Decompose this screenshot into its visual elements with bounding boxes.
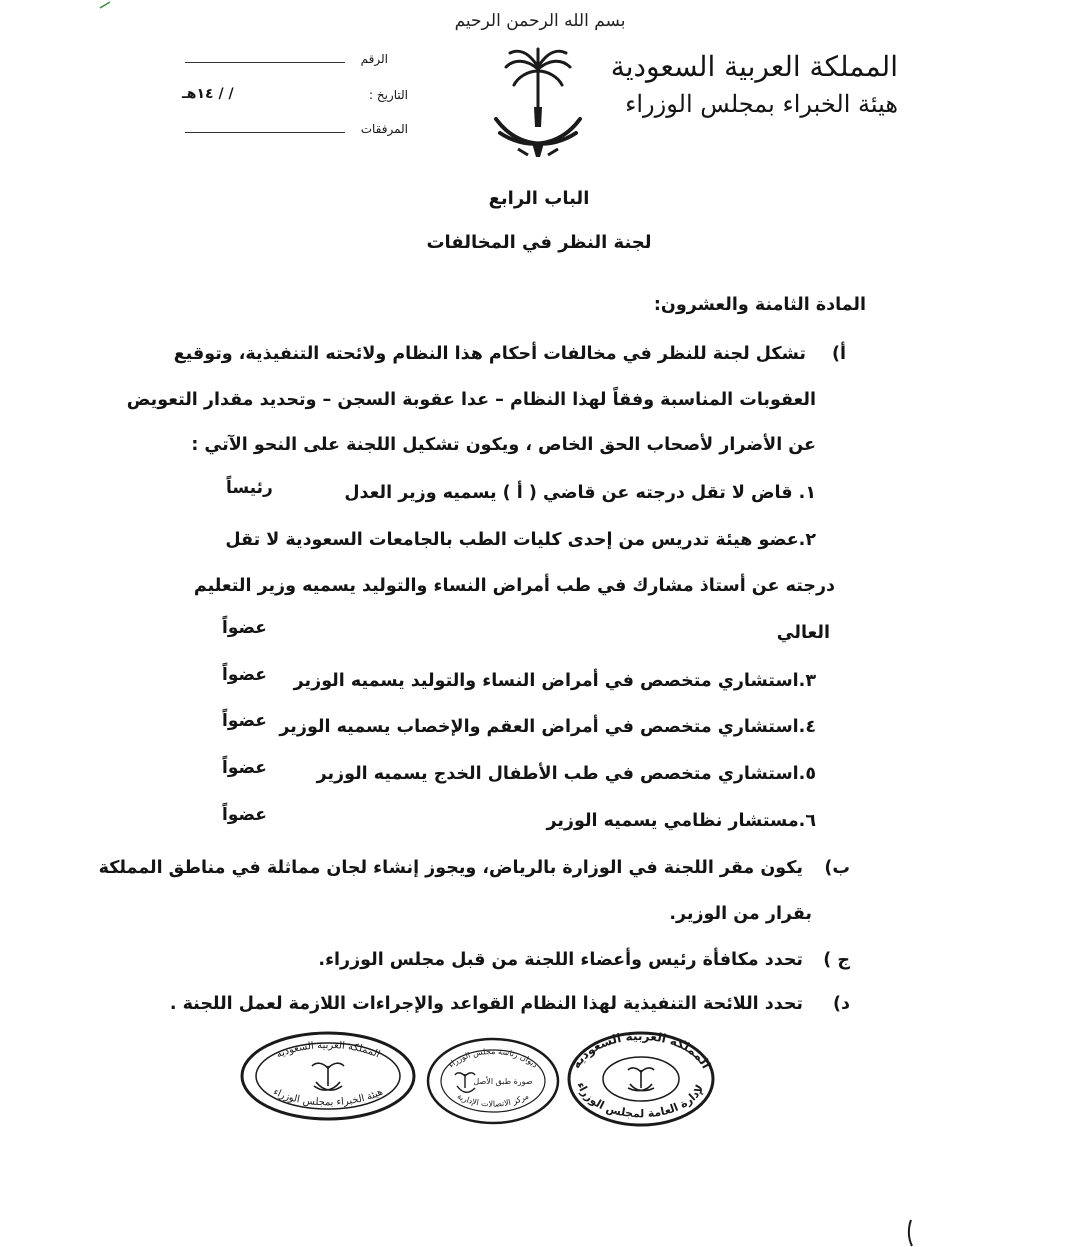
clause-d-marker: د) <box>833 994 850 1014</box>
margin-mark <box>905 1218 917 1247</box>
member-1-role: رئيساً <box>226 478 273 498</box>
clause-a-marker: أ) <box>832 344 846 364</box>
member-5-text: ٥.استشاري متخصص في طب الأطفال الخدج يسميه الوزير <box>316 764 816 784</box>
clause-d-line: تحدد اللائحة التنفيذية لهذا النظام القواعد والإجراءات اللازمة لعمل اللجنة . <box>169 994 803 1014</box>
member-4-role: عضواً <box>222 711 267 731</box>
svg-text:مركز الاتصالات الإدارية <box>456 1092 531 1109</box>
stamp-left-top-text: المملكة العربية السعودية <box>274 1039 382 1061</box>
secretariat-oval-stamp <box>566 1030 716 1128</box>
member-2-text-cont: درجته عن أستاذ مشارك في طب أمراض النساء والتوليد يسميه وزير التعليم <box>193 576 835 596</box>
stamp-right-top-text: المملكة العربية السعودية <box>568 1030 714 1071</box>
committee-title: لجنة النظر في المخالفات <box>426 232 652 253</box>
date-label: التاريخ : <box>368 88 408 102</box>
clause-c-line: تحدد مكافأة رئيس وأعضاء اللجنة من قبل مجلس الوزراء. <box>318 950 803 970</box>
svg-text:ديوان رئاسة مجلس الوزراء <box>447 1047 540 1070</box>
bureau-name: هيئة الخبراء بمجلس الوزراء <box>625 90 898 118</box>
stamp-middle-center-text: صورة طبق الأصل <box>473 1077 533 1086</box>
member-3-role: عضواً <box>222 665 267 685</box>
bureau-oval-stamp <box>238 1030 418 1122</box>
article-heading: المادة الثامنة والعشرون: <box>653 295 866 315</box>
svg-text:المملكة العربية السعودية <box>569 1030 714 1071</box>
member-2-text: ٢.عضو هيئة تدريس من إحدى كليات الطب بالجامعات السعودية لا تقل <box>225 530 816 550</box>
clause-b-line-1: يكون مقر اللجنة في الوزارة بالرياض، ويجوز إنشاء لجان مماثلة في مناطق المملكة <box>98 858 803 878</box>
member-1-text: ١. قاض لا تقل درجته عن قاضي ( أ ) يسميه وزير العدل <box>344 483 816 503</box>
ref-line <box>185 62 345 63</box>
attachments-label: المرفقات <box>360 122 408 136</box>
stamp-middle-top-text: ديوان رئاسة مجلس الوزراء <box>446 1046 540 1070</box>
member-2-text-end: العالي <box>776 623 830 643</box>
date-value: / / ١٤هـ <box>182 86 234 102</box>
copy-oval-stamp <box>425 1036 561 1126</box>
clause-a-line-1: تشكل لجنة للنظر في مخالفات أحكام هذا النظام ولائحته التنفيذية، وتوقيع <box>173 344 806 364</box>
ref-label: الرقم <box>360 52 388 66</box>
member-4-text: ٤.استشاري متخصص في أمراض العقم والإخصاب يسميه الوزير <box>279 717 816 737</box>
basmala-text: بسم الله الرحمن الرحيم <box>454 11 626 31</box>
chapter-title: الباب الرابع <box>488 188 590 209</box>
member-2-role: عضواً <box>222 618 267 638</box>
member-3-text: ٣.استشاري متخصص في أمراض النساء والتوليد يسميه الوزير <box>293 671 816 691</box>
corner-mark <box>98 0 112 10</box>
clause-a-line-3: عن الأضرار لأصحاب الحق الخاص ، ويكون تشكيل اللجنة على النحو الآتي : <box>191 435 816 455</box>
member-6-text: ٦.مستشار نظامي يسميه الوزير <box>546 811 816 831</box>
clause-b-line-2: بقرار من الوزير. <box>669 904 812 924</box>
member-6-role: عضواً <box>222 805 267 825</box>
stamp-right-bottom-text: الإدارة العامة لمجلس الوزراء <box>574 1080 707 1121</box>
stamp-left-bottom-text: هيئة الخبراء بمجلس الوزراء <box>271 1086 385 1109</box>
clause-a-line-2: العقوبات المناسبة وفقاً لهذا النظام – عدا عقوبة السجن – وتحديد مقدار التعويض <box>126 390 816 410</box>
kingdom-name: المملكة العربية السعودية <box>610 50 898 83</box>
stamp-middle-bottom-text: مركز الاتصالات الإدارية <box>455 1091 531 1109</box>
clause-c-marker: ج ) <box>823 950 850 970</box>
saudi-emblem-icon <box>488 45 588 163</box>
attachments-line <box>185 132 345 133</box>
clause-b-marker: ب) <box>824 858 850 878</box>
basmala-calligraphy <box>450 6 630 32</box>
svg-text:المملكة العربية السعودية <box>275 1040 382 1060</box>
member-5-role: عضواً <box>222 758 267 778</box>
